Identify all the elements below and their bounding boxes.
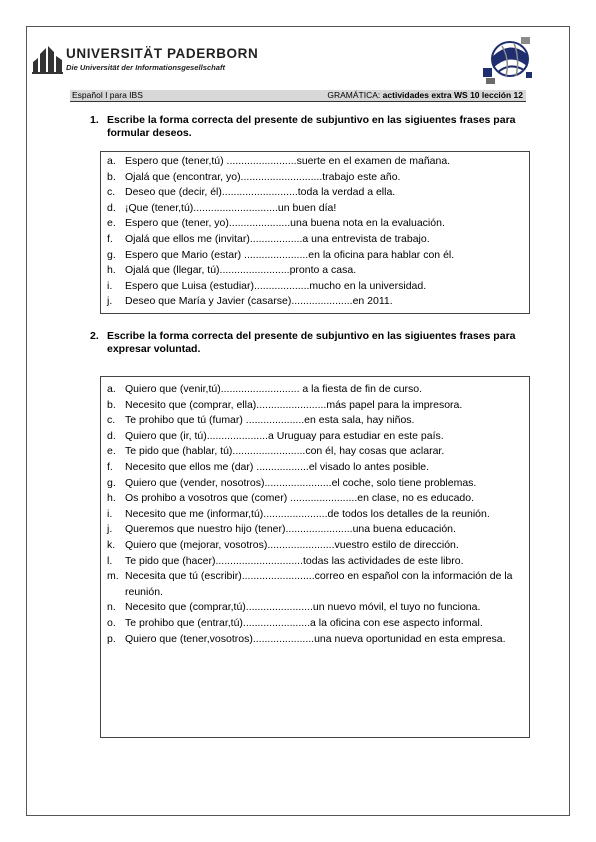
exercise-letter: n. bbox=[107, 601, 116, 614]
exercise-sentence: Quiero que (mejorar, vosotros).......................vuestro estilo de dirección. bbox=[125, 538, 459, 551]
exercise-sentence: Espero que (tener, yo).....................una buena nota en la evaluación. bbox=[125, 217, 445, 230]
exercise-item bbox=[107, 170, 523, 186]
exercise-sentence: Quiero que (tener,vosotros).....................una nueva oportunidad en esta empresa. bbox=[125, 632, 506, 645]
exercise-sentence: Te prohibo que (entrar,tú).......................a la oficina con ese aspecto informal. bbox=[125, 616, 483, 629]
exercise-sentence: Quiero que (venir,tú)........................... a la fiesta de fin de curso. bbox=[125, 383, 423, 395]
exercise-item bbox=[107, 279, 523, 295]
exercise-letter: f. bbox=[107, 460, 113, 473]
exercise-letter: e. bbox=[107, 217, 116, 230]
exercise-item bbox=[107, 600, 523, 616]
exercise-letter: i. bbox=[107, 279, 113, 292]
section-2-title bbox=[90, 330, 530, 356]
exercise-sentence: Ojalá que (llegar, tú)........................pronto a casa. bbox=[125, 264, 357, 277]
exercise-letter: h. bbox=[107, 264, 116, 277]
exercise-letter: a. bbox=[107, 155, 116, 167]
exercise-item bbox=[107, 248, 523, 264]
exercise-letter: m. bbox=[107, 570, 119, 583]
exercise-sentence: Te pido que (hacer)..............................todas las actividades de este libro. bbox=[125, 554, 464, 567]
section-1-number: 1. bbox=[90, 114, 99, 126]
section-1-instruction: Escribe la forma correcta del presente de subjuntivo en las sigiuentes frases para formular deseos. bbox=[107, 114, 516, 139]
course-name: Español I para IBS bbox=[72, 90, 143, 100]
exercise-item bbox=[107, 429, 523, 445]
exercise-item bbox=[107, 444, 523, 460]
exercise-sentence: Necesito que (comprar,tú).......................un nuevo móvil, el tuyo no funciona. bbox=[125, 601, 481, 614]
section-2-list bbox=[107, 382, 523, 647]
section-2-number: 2. bbox=[90, 330, 99, 342]
exercise-item bbox=[107, 476, 523, 492]
topic-title: actividades extra WS 10 lección 12 bbox=[382, 90, 523, 100]
exercise-item bbox=[107, 616, 523, 632]
exercise-item bbox=[107, 294, 523, 310]
exercise-item bbox=[107, 569, 523, 600]
exercise-sentence: Os prohibo a vosotros que (comer) .......................en clase, no es educado. bbox=[125, 492, 475, 505]
exercise-sentence: Ojalá que (encontrar, yo)............................trabajo este año. bbox=[125, 170, 401, 183]
exercise-sentence: Ojalá que ellos me (invitar)..................a una entrevista de trabajo. bbox=[125, 232, 430, 245]
document-header-bar bbox=[70, 90, 526, 102]
exercise-letter: b. bbox=[107, 170, 116, 183]
exercise-sentence: Espero que (tener,tú) ........................suerte en el examen de mañana. bbox=[125, 155, 451, 167]
globe-logo-icon bbox=[480, 32, 536, 88]
exercise-letter: k. bbox=[107, 538, 116, 551]
exercise-letter: e. bbox=[107, 445, 116, 458]
exercise-item bbox=[107, 263, 523, 279]
exercise-item bbox=[107, 154, 523, 170]
exercise-letter: i. bbox=[107, 507, 113, 520]
exercise-letter: d. bbox=[107, 201, 116, 214]
topic-label bbox=[327, 90, 523, 101]
exercise-item bbox=[107, 216, 523, 232]
exercise-sentence: Queremos que nuestro hijo (tener).......................una buena educación. bbox=[125, 523, 456, 536]
exercise-letter: d. bbox=[107, 429, 116, 442]
exercise-item bbox=[107, 185, 523, 201]
exercise-sentence: Necesito que me (informar,tú)......................de todos los detalles de la reunión. bbox=[125, 507, 490, 520]
exercise-item bbox=[107, 413, 523, 429]
exercise-sentence: Espero que Mario (estar) ......................en la oficina para hablar con él. bbox=[125, 248, 455, 261]
exercise-letter: p. bbox=[107, 632, 116, 645]
exercise-letter: c. bbox=[107, 186, 116, 199]
exercise-sentence: Quiero que (ir, tú).....................a Uruguay para estudiar en este país. bbox=[125, 429, 444, 442]
exercise-item bbox=[107, 538, 523, 554]
exercise-item bbox=[107, 382, 523, 398]
exercise-sentence: ¡Que (tener,tú).............................un buen día! bbox=[125, 201, 337, 214]
exercise-item bbox=[107, 232, 523, 248]
exercise-letter: a. bbox=[107, 383, 116, 395]
exercise-item bbox=[107, 507, 523, 523]
exercise-sentence: Necesito que (comprar, ella)........................más papel para la impresora. bbox=[125, 398, 463, 411]
exercise-sentence: Deseo que (decir, él)..........................toda la verdad a ella. bbox=[125, 186, 396, 199]
exercise-letter: l. bbox=[107, 554, 113, 567]
exercise-item bbox=[107, 632, 523, 648]
building-icon bbox=[32, 44, 64, 74]
topic-prefix: GRAMÁTICA: bbox=[327, 90, 381, 100]
section-1-exercise-box bbox=[100, 151, 530, 314]
exercise-item bbox=[107, 201, 523, 217]
exercise-letter: b. bbox=[107, 398, 116, 411]
exercise-sentence: Te pido que (hablar, tú).........................con él, hay cosas que aclarar. bbox=[125, 445, 445, 458]
exercise-sentence: Te prohibo que tú (fumar) ....................en esta sala, hay niños. bbox=[125, 414, 415, 427]
section-2-exercise-box bbox=[100, 376, 530, 738]
exercise-letter: o. bbox=[107, 616, 116, 629]
exercise-letter: j. bbox=[107, 523, 113, 536]
exercise-letter: h. bbox=[107, 492, 116, 505]
exercise-item bbox=[107, 554, 523, 570]
exercise-sentence: Quiero que (vender, nosotros).......................el coche, solo tiene problemas. bbox=[125, 476, 477, 489]
exercise-item bbox=[107, 398, 523, 414]
exercise-letter: g. bbox=[107, 248, 116, 261]
exercise-sentence: Necesita que tú (escribir).........................correo en español con la información de la reunión. bbox=[125, 570, 513, 598]
exercise-letter: j. bbox=[107, 295, 113, 308]
exercise-sentence: Deseo que María y Javier (casarse).....................en 2011. bbox=[125, 295, 393, 308]
exercise-item bbox=[107, 491, 523, 507]
exercise-item bbox=[107, 460, 523, 476]
exercise-letter: c. bbox=[107, 414, 116, 427]
university-name: UNIVERSITÄT PADERBORN bbox=[66, 46, 259, 61]
exercise-item bbox=[107, 522, 523, 538]
section-2-instruction: Escribe la forma correcta del presente de subjuntivo en las sigiuentes frases para expresar voluntad. bbox=[107, 330, 516, 355]
exercise-letter: g. bbox=[107, 476, 116, 489]
university-subtitle: Die Universität der Informationsgesellschaft bbox=[66, 63, 226, 72]
section-1-title bbox=[90, 114, 530, 140]
section-1-list bbox=[107, 154, 523, 310]
exercise-sentence: Necesito que ellos me (dar) ..................el visado lo antes posible. bbox=[125, 460, 430, 473]
exercise-sentence: Espero que Luisa (estudiar)...................mucho en la universidad. bbox=[125, 279, 427, 292]
exercise-letter: f. bbox=[107, 232, 113, 245]
